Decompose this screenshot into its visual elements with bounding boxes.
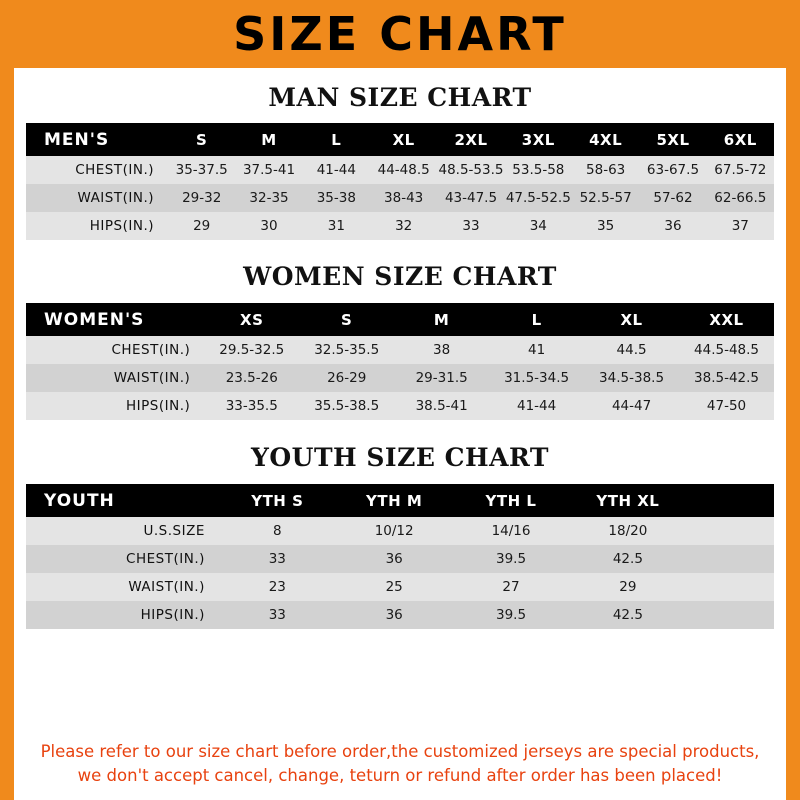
women-size-chart-title: WOMEN SIZE CHART <box>243 262 557 291</box>
table-cell: 35-38 <box>316 190 356 206</box>
table-body <box>26 517 774 629</box>
table-row <box>26 336 774 364</box>
table-cell: 26-29 <box>327 370 367 386</box>
table-cell: 27 <box>502 579 520 595</box>
table-cell: 38-43 <box>384 190 424 206</box>
column-header: 3XL <box>521 130 555 149</box>
column-header-spacer <box>686 484 774 517</box>
row-label: WAIST(IN.) <box>113 370 191 386</box>
table-cell-spacer <box>686 601 774 629</box>
table-cell: 39.5 <box>495 551 527 567</box>
table-row <box>26 156 774 184</box>
table-cell: 38.5-42.5 <box>694 370 760 386</box>
table-body <box>26 336 774 420</box>
table-header <box>26 484 774 517</box>
table-row <box>26 212 774 240</box>
table-header-row <box>26 303 774 336</box>
order-notice <box>26 726 774 800</box>
column-header: YTH L <box>485 491 537 510</box>
table-header <box>26 123 774 156</box>
table-row <box>26 601 774 629</box>
table-row <box>26 184 774 212</box>
column-header: 2XL <box>454 130 488 149</box>
table-cell: 37.5-41 <box>242 162 296 178</box>
column-header: M <box>433 310 450 329</box>
row-label: HIPS(IN.) <box>140 607 205 623</box>
table-cell: 38.5-41 <box>415 398 468 414</box>
table-cell: 42.5 <box>612 607 643 623</box>
table-cell: 34 <box>529 218 547 234</box>
table-cell: 29.5-32.5 <box>219 342 285 358</box>
column-header: 5XL <box>656 130 690 149</box>
table-cell: 33-35.5 <box>225 398 278 414</box>
table-cell: 37 <box>731 218 749 234</box>
banner <box>14 0 786 68</box>
table-row <box>26 545 774 573</box>
table-cell: 44-48.5 <box>377 162 430 178</box>
column-header: XS <box>240 310 264 329</box>
row-label: CHEST(IN.) <box>111 342 191 358</box>
table-row <box>26 392 774 420</box>
content <box>14 68 786 800</box>
row-label: WAIST(IN.) <box>77 190 155 206</box>
table-cell: 52.5-57 <box>579 190 632 206</box>
column-header: L <box>331 130 342 149</box>
man-size-chart-table <box>26 123 774 240</box>
column-header: YTH S <box>251 491 304 510</box>
row-label: CHEST(IN.) <box>75 162 155 178</box>
table-cell-spacer <box>686 545 774 573</box>
table-cell: 38 <box>433 342 451 358</box>
column-header: 6XL <box>723 130 757 149</box>
column-header: YOUTH <box>44 490 115 511</box>
order-notice-line1: Please refer to our size chart before order,the customized jerseys are special products, <box>40 742 760 762</box>
table-cell: 33 <box>268 551 286 567</box>
table-cell: 29 <box>619 579 637 595</box>
table-cell: 36 <box>385 551 403 567</box>
row-label: CHEST(IN.) <box>126 551 205 567</box>
table-cell: 44-47 <box>611 398 652 414</box>
table-cell-spacer <box>686 517 774 545</box>
table-cell: 35 <box>597 218 615 234</box>
column-header: WOMEN'S <box>44 309 145 330</box>
table-cell: 42.5 <box>612 551 643 567</box>
column-header: 4XL <box>589 130 623 149</box>
column-header: XL <box>392 130 415 149</box>
table-cell: 32 <box>395 218 413 234</box>
table-cell: 44.5 <box>616 342 647 358</box>
table-cell: 33 <box>268 607 286 623</box>
table-cell: 39.5 <box>495 607 527 623</box>
man-size-chart-title: MAN SIZE CHART <box>268 83 532 112</box>
table-cell: 31.5-34.5 <box>504 370 570 386</box>
column-header: YTH M <box>366 491 423 510</box>
column-header: YTH XL <box>596 491 660 510</box>
column-header: MEN'S <box>44 129 110 150</box>
table-cell: 58-63 <box>586 162 626 178</box>
table-cell: 29 <box>193 218 211 234</box>
table-cell: 36 <box>385 607 403 623</box>
table-cell: 30 <box>260 218 278 234</box>
table-cell: 35.5-38.5 <box>314 398 380 414</box>
row-label: U.S.SIZE <box>143 523 205 539</box>
table-cell: 63-67.5 <box>646 162 700 178</box>
youth-size-chart-title: YOUTH SIZE CHART <box>251 443 549 472</box>
row-label: HIPS(IN.) <box>89 218 155 234</box>
table-cell: 41-44 <box>516 398 557 414</box>
table-cell: 43-47.5 <box>444 190 498 206</box>
table-cell: 67.5-72 <box>714 162 767 178</box>
row-label: WAIST(IN.) <box>128 579 205 595</box>
table-cell-spacer <box>686 573 774 601</box>
women-size-chart-table <box>26 303 774 420</box>
column-header: M <box>261 130 277 149</box>
table-cell: 29-32 <box>182 190 222 206</box>
table-cell: 36 <box>664 218 682 234</box>
table-cell: 44.5-48.5 <box>694 342 760 358</box>
column-header: XL <box>620 310 643 329</box>
table-cell: 41 <box>528 342 546 358</box>
table-cell: 48.5-53.5 <box>438 162 504 178</box>
column-header: S <box>341 310 353 329</box>
column-header: XXL <box>709 310 744 329</box>
table-cell: 25 <box>385 579 403 595</box>
table-cell: 34.5-38.5 <box>599 370 665 386</box>
table-cell: 41-44 <box>316 162 356 178</box>
table-cell: 62-66.5 <box>714 190 767 206</box>
table-cell: 47-50 <box>706 398 747 414</box>
table-row <box>26 517 774 545</box>
table-cell: 14/16 <box>491 523 531 539</box>
table-cell: 32.5-35.5 <box>314 342 380 358</box>
table-cell: 33 <box>462 218 480 234</box>
table-cell: 10/12 <box>374 523 414 539</box>
table-body <box>26 156 774 240</box>
table-cell: 32-35 <box>249 190 289 206</box>
table-cell: 23.5-26 <box>225 370 278 386</box>
table-header <box>26 303 774 336</box>
table-header-row <box>26 123 774 156</box>
table-row <box>26 364 774 392</box>
table-header-row <box>26 484 774 517</box>
table-cell: 31 <box>327 218 345 234</box>
table-cell: 57-62 <box>653 190 693 206</box>
youth-size-chart-table <box>26 484 774 629</box>
table-cell: 47.5-52.5 <box>505 190 571 206</box>
table-cell: 53.5-58 <box>512 162 565 178</box>
order-notice-line2: we don't accept cancel, change, teturn or refund after order has been placed! <box>77 766 723 786</box>
column-header: S <box>196 130 208 149</box>
table-cell: 18/20 <box>608 523 648 539</box>
row-label: HIPS(IN.) <box>126 398 191 414</box>
table-cell: 8 <box>273 523 282 539</box>
column-header: L <box>531 310 542 329</box>
page-title: SIZE CHART <box>233 7 567 61</box>
table-cell: 35-37.5 <box>175 162 228 178</box>
table-row <box>26 573 774 601</box>
table-cell: 23 <box>268 579 286 595</box>
table-cell: 29-31.5 <box>415 370 468 386</box>
